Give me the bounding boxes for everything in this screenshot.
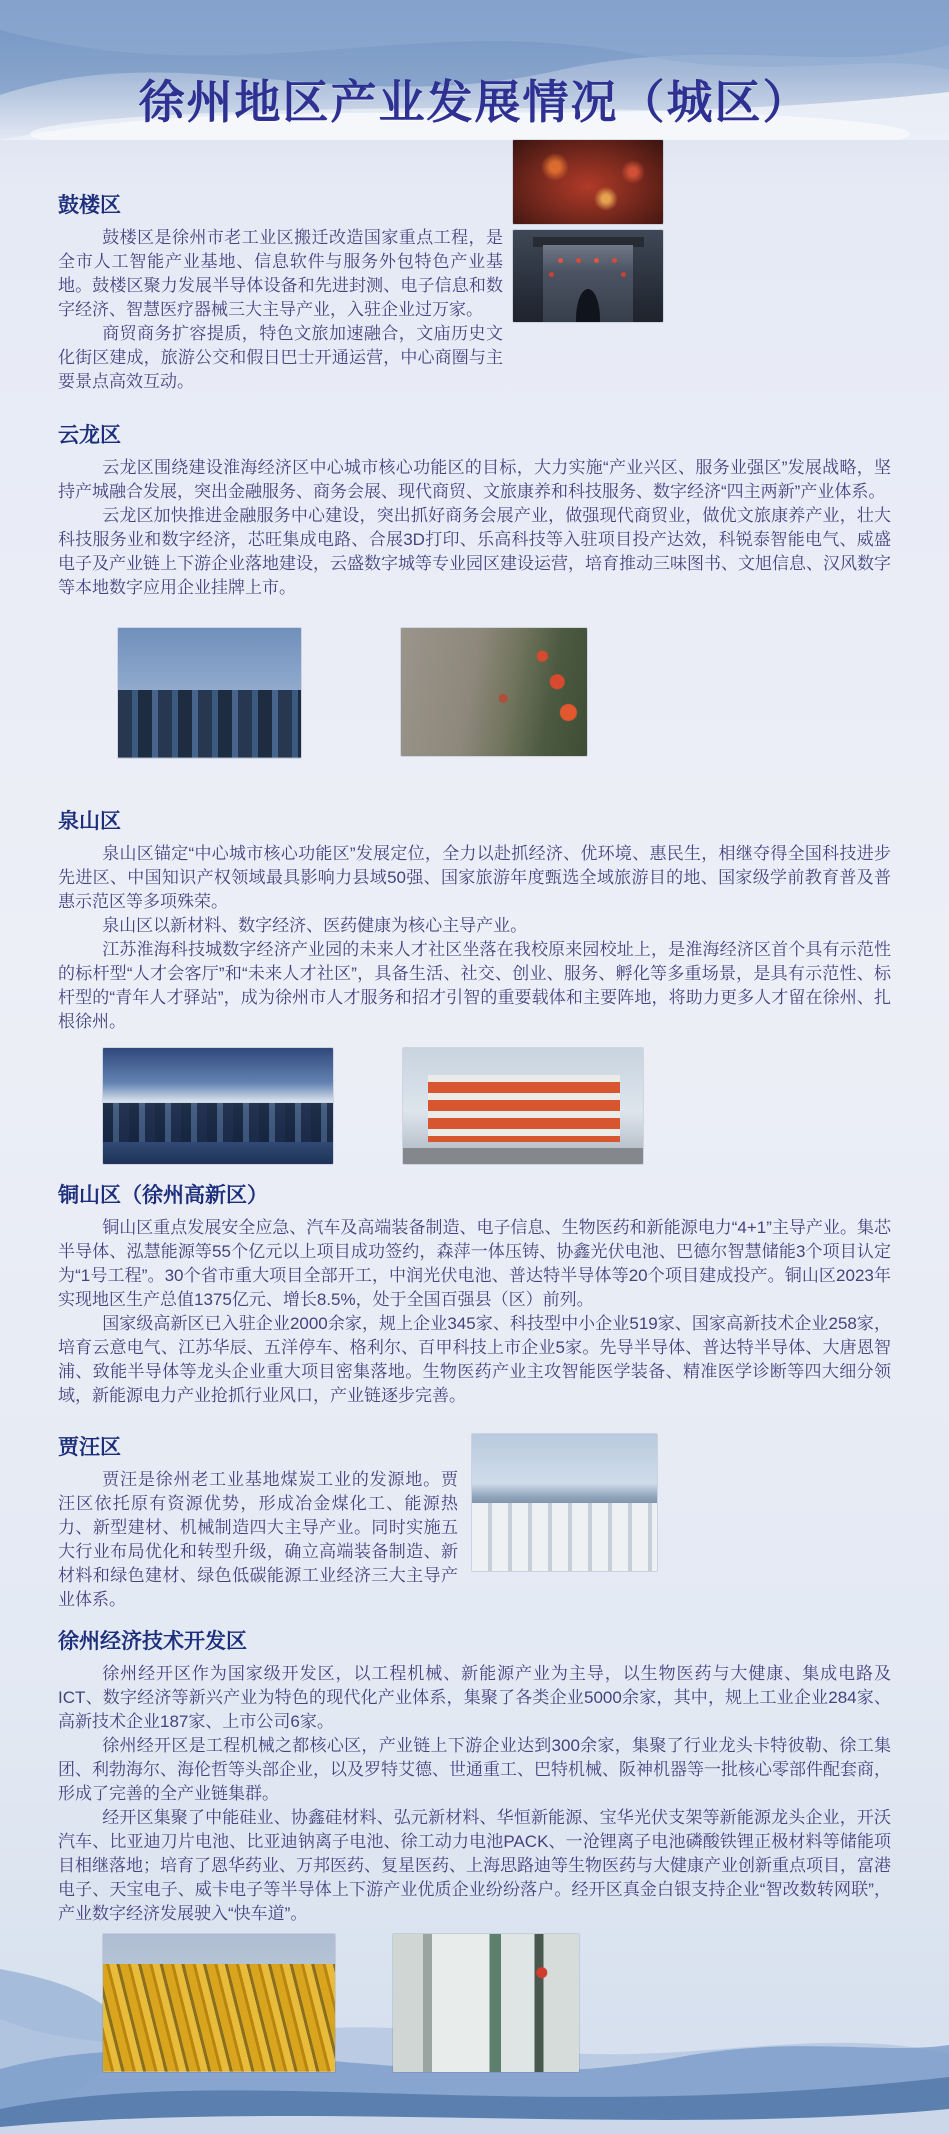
gulou-photo-column [513,140,663,322]
paragraph-quanshan-1: 泉山区锚定“中心城市核心功能区”发展定位，全力以赴抓经济、优环境、惠民生，相继夺得全国科技进步先进区、中国知识产权领域最具影响力县域50强、国家旅游年度甄选全域旅游目的地、国家级学前教育普及普惠示范区等多项殊荣。 [58,844,891,911]
photo-tech-park-building [403,1048,643,1164]
paragraph-quanshan-2: 泉山区以新材料、数字经济、医药健康为核心主导产业。 [102,916,528,935]
section-jiawang [58,1434,891,1612]
paragraph-jingkai-3: 经开区集聚了中能硅业、协鑫硅材料、弘元新材料、华恒新能源、宝华光伏支架等新能源龙头企业，开沃汽车、比亚迪刀片电池、比亚迪钠离子电池、徐工动力电池PACK、一沧锂离子电池磷酸铁锂正极材料等储能项目相继落地；培育了恩华药业、万邦医药、复星医药、上海思路迪等生物医药与大健康产业创新重点项目，富港电子、天宝电子、威卡电子等半导体上下游产业优质企业纷纷落户。经开区真金白银支持企业“智改数转网联”，产业数字经济发展驶入“快车道”。 [58,1808,891,1923]
paragraph-jingkai-2: 徐州经开区是工程机械之都核心区，产业链上下游企业达到300余家，集聚了行业龙头卡特彼勒、徐工集团、利勃海尔、海伦哲等头部企业，以及罗特艾德、世通重工、巴特机械、阪神机器等一批核心零部件配套商，形成了完善的全产业链集群。 [58,1736,891,1803]
photo-lantern-street [401,628,587,756]
section-heading-gulou: 鼓楼区 [58,194,121,217]
paragraph-tongshan-1: 铜山区重点发展安全应急、汽车及高端装备制造、电子信息、生物医药和新能源电力“4+1”主导产业。集芯半导体、泓慧能源等55个亿元以上项目成功签约，森萍一体压铸、协鑫光伏电池、巴德尔智慧储能3个项目认定为“1号工程”。30个省市重大项目全部开工，中润光伏电池、普达特半导体等20个项目建成投产。铜山区2023年实现地区生产总值1375亿元、增长8.5%，处于全国百强县（区）前列。 [58,1218,891,1309]
paragraph-jiawang-1: 贾汪是徐州老工业基地煤炭工业的发源地。贾汪区依托原有资源优势，形成冶金煤化工、能源热力、新型建材、机械制造四大主导产业。同时实施五大行业布局优化和转型升级，确立高端装备制造、新材料和绿色建材、绿色低碳能源工业经济三大主导产业体系。 [58,1470,458,1609]
paragraph-yunlong-1: 云龙区围绕建设淮海经济区中心城市核心功能区的目标，大力实施“产业兴区、服务业强区”发展战略，坚持产城融合发展，突出金融服务、商务会展、现代商贸、文旅康养和科技服务、数字经济“四主两新”产业体系。 [58,458,891,501]
paragraph-quanshan-3: 江苏淮海科技城数字经济产业园的未来人才社区坐落在我校原来园校址上，是淮海经济区首个具有示范性的标杆型“人才会客厅”和“未来人才社区”，具备生活、社交、创业、服务、孵化等多重场景，是具有示范性、标杆型的“青年人才驿站”，成为徐州市人才服务和招才引智的重要载体和主要阵地，将助力更多人才留在徐州、扎根徐州。 [58,940,891,1031]
paragraph-gulou-1: 鼓楼区是徐州市老工业区搬迁改造国家重点工程，是全市人工智能产业基地、信息软件与服务外包特色产业基地。鼓楼区聚力发展半导体设备和先进封测、电子信息和数字经济、智慧医疗器械三大主导产业，入驻企业过万家。 [58,228,503,319]
section-heading-jingkai: 徐州经济技术开发区 [58,1630,247,1653]
photo-band-2 [58,1048,891,1164]
paragraph-jingkai-1: 徐州经开区作为国家级开发区，以工程机械、新能源产业为主导，以生物医药与大健康、集成电路及ICT、数字经济等新兴产业为特色的现代化产业体系，集聚了各类企业5000余家，其中，规上工业企业284家、高新技术企业187家、上市公司6家。 [58,1664,891,1731]
section-tongshan [58,1182,891,1408]
section-jingkai [58,1628,891,1926]
photo-band-3 [58,1934,891,2072]
section-heading-jiawang: 贾汪区 [58,1436,121,1459]
photo-jiawang-factory-aerial [472,1434,657,1571]
photo-band-1 [58,628,891,758]
section-quanshan [58,808,891,1034]
photo-construction-machinery-yard [103,1934,335,2072]
section-jiawang-text [58,1434,458,1612]
photo-quanshan-lakefront-skyline [103,1048,333,1164]
section-heading-tongshan: 铜山区（徐州高新区） [58,1184,268,1207]
section-gulou [58,140,891,394]
photo-gulou-night-market-aerial [513,140,663,224]
page-title: 徐州地区产业发展情况（城区） [138,76,811,128]
paragraph-gulou-2: 商贸商务扩容提质，特色文旅加速融合，文庙历史文化街区建成，旅游公交和假日巴士开通运营，中心商圈与主要景点高效互动。 [58,324,503,391]
section-gulou-text [58,140,503,394]
paragraph-tongshan-2: 国家级高新区已入驻企业2000余家，规上企业345家、科技型中小企业519家、国家高新技术企业258家，培育云意电气、江苏华辰、五洋停车、格利尔、百甲科技上市企业5家。先导半导体、普达特半导体、大唐恩智浦、致能半导体等龙头企业重大项目密集落地。生物医药产业主攻智能医学装备、精准医学诊断等四大细分领域，新能源电力产业抢抓行业风口，产业链逐步完善。 [58,1314,891,1405]
section-heading-yunlong: 云龙区 [58,424,121,447]
gate-lanterns-shape [558,258,563,263]
photo-manufacturing-workshop [393,1934,579,2072]
photo-yunlong-skyline [118,628,301,758]
photo-gulou-gate-night [513,230,663,322]
paragraph-yunlong-2: 云龙区加快推进金融服务中心建设，突出抓好商务会展产业，做强现代商贸业，做优文旅康养产业，壮大科技服务业和数字经济，芯旺集成电路、合展3D打印、乐高科技等入驻项目投产达效，科锐泰智能电气、威盛电子及产业链上下游企业落地建设，云盛数字城等专业园区建设运营，培育推动三味图书、文旭信息、汉风数字等本地数字应用企业挂牌上市。 [58,506,891,597]
section-yunlong [58,422,891,600]
section-heading-quanshan: 泉山区 [58,810,121,833]
